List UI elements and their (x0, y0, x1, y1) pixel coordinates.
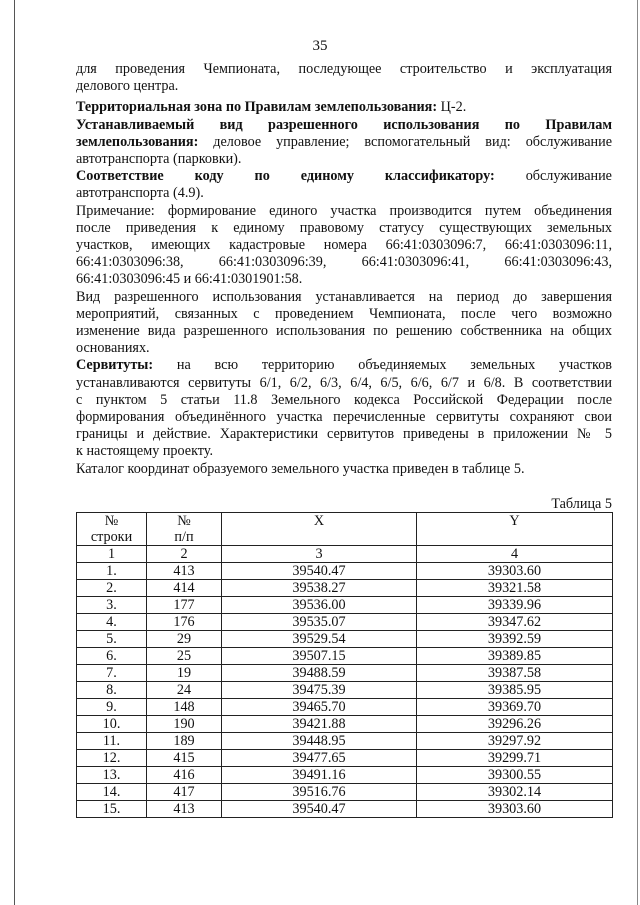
text-line: формирования объединённого участка перечисленные сервитуты сохраняют свои (76, 409, 612, 426)
table-cell: 6. (77, 648, 147, 665)
text-line: участков, имеющих кадастровые номера 66:41:0303096:7, 66:41:0303096:11, (76, 237, 612, 254)
territorial-zone-value: Ц-2. (437, 99, 467, 116)
table-cell: 39465.70 (222, 699, 417, 716)
table-cell: 9. (77, 699, 147, 716)
table-cell: 39535.07 (222, 614, 417, 631)
text-line: Примечание: формирование единого участка производится путем объединения (76, 202, 612, 219)
table-cell: 39303.60 (417, 801, 613, 818)
text-line: основаниях. (76, 340, 150, 357)
table-cell: 176 (147, 614, 222, 631)
text-line: границы и действие. Характеристики сервитутов приведены в приложении № 5 (76, 426, 612, 443)
table-cell: 39299.71 (417, 750, 613, 767)
table-cell: 39392.59 (417, 631, 613, 648)
document-body (76, 61, 612, 478)
table-cell: 5. (77, 631, 147, 648)
table-cell: 39475.39 (222, 682, 417, 699)
table-cell: 416 (147, 767, 222, 784)
column-number: 3 (222, 546, 417, 563)
table-cell: 39303.60 (417, 563, 613, 580)
table-cell: 39448.95 (222, 733, 417, 750)
text-line: 66:41:0303096:45 и 66:41:0301901:58. (76, 271, 303, 288)
column-number: 1 (77, 546, 147, 563)
text-line: Каталог координат образуемого земельного участка приведен в таблице 5. (76, 460, 525, 477)
text-line: Вид разрешенного использования устанавливается на период до завершения (76, 288, 612, 305)
table-cell: 29 (147, 631, 222, 648)
table-cell: 4. (77, 614, 147, 631)
table-cell: 39529.54 (222, 631, 417, 648)
page-number: 35 (312, 38, 328, 54)
classifier-line: Соответствие коду по единому классификатору: обслуживание (76, 168, 612, 185)
table-cell: 39296.26 (417, 716, 613, 733)
table-cell: 2. (77, 580, 147, 597)
table-row (77, 801, 613, 818)
table-cell: 39488.59 (222, 665, 417, 682)
header-y: Y (417, 513, 613, 546)
table-cell: 190 (147, 716, 222, 733)
table-row (77, 699, 613, 716)
table-cell: 3. (77, 597, 147, 614)
table-cell: 39540.47 (222, 801, 417, 818)
table-cell: 10. (77, 716, 147, 733)
page-border-left (14, 0, 15, 905)
table-cell: 413 (147, 563, 222, 580)
table-row (77, 682, 613, 699)
table-cell: 39347.62 (417, 614, 613, 631)
table-cell: 13. (77, 767, 147, 784)
table-cell: 24 (147, 682, 222, 699)
table-cell: 39421.88 (222, 716, 417, 733)
table-row (77, 563, 613, 580)
table-cell: 39538.27 (222, 580, 417, 597)
table-cell: 39385.95 (417, 682, 613, 699)
text-line: к настоящему проекту. (76, 443, 214, 460)
table-row (77, 767, 613, 784)
table-cell: 39297.92 (417, 733, 613, 750)
table-cell: 39507.15 (222, 648, 417, 665)
servitudes-line: Сервитуты: на всю территорию объединяемых земельных участков (76, 357, 612, 374)
table-cell: 14. (77, 784, 147, 801)
text-line: с пунктом 5 статьи 11.8 Земельного кодекса Российской Федерации после (76, 391, 612, 408)
table-row (77, 784, 613, 801)
text-line: устанавливаются сервитуты 6/1, 6/2, 6/3, 6/4, 6/5, 6/6, 6/7 и 6/8. В соответствии (76, 374, 612, 391)
table-cell: 39387.58 (417, 665, 613, 682)
permitted-use-line: землепользования: деловое управление; вспомогательный вид: обслуживание (76, 133, 612, 150)
column-number: 4 (417, 546, 613, 563)
text-line: мероприятий, связанных с проведением Чемпионата, после чего возможно (76, 305, 612, 322)
table-row (77, 733, 613, 750)
table-cell: 39389.85 (417, 648, 613, 665)
table-cell: 39369.70 (417, 699, 613, 716)
table-caption: Таблица 5 (551, 496, 612, 512)
text-line: делового центра. (76, 78, 179, 95)
coordinates-table (76, 512, 613, 818)
table-cell: 39321.58 (417, 580, 613, 597)
table-cell: 7. (77, 665, 147, 682)
text-line: 66:41:0303096:38, 66:41:0303096:39, 66:41:0303096:41, 66:41:0303096:43, (76, 254, 612, 271)
table-row (77, 614, 613, 631)
table-cell: 15. (77, 801, 147, 818)
table-row (77, 597, 613, 614)
header-point-number: № п/п (147, 513, 222, 546)
column-number: 2 (147, 546, 222, 563)
table-cell: 39477.65 (222, 750, 417, 767)
text-line: изменение вида разрешенного использования по решению собственника на общих (76, 323, 612, 340)
table-row (77, 665, 613, 682)
table-cell: 177 (147, 597, 222, 614)
text-line: для проведения Чемпионата, последующее строительство и эксплуатация (76, 61, 612, 77)
table-cell: 1. (77, 563, 147, 580)
table-cell: 39491.16 (222, 767, 417, 784)
table-row (77, 716, 613, 733)
table-cell: 25 (147, 648, 222, 665)
header-x: X (222, 513, 417, 546)
text-line: автотранспорта (4.9). (76, 185, 204, 202)
table-cell: 413 (147, 801, 222, 818)
table-cell: 148 (147, 699, 222, 716)
permitted-use-heading: Устанавливаемый вид разрешенного использования по Правилам (76, 116, 612, 133)
header-row-number: № строки (77, 513, 147, 546)
territorial-zone-line (76, 99, 612, 116)
table-row (77, 580, 613, 597)
table-row (77, 631, 613, 648)
table-cell: 414 (147, 580, 222, 597)
table-cell: 417 (147, 784, 222, 801)
text-line: автотранспорта (парковки). (76, 151, 242, 168)
table-row (77, 648, 613, 665)
table-cell: 39540.47 (222, 563, 417, 580)
table-cell: 12. (77, 750, 147, 767)
table-cell: 39339.96 (417, 597, 613, 614)
table-cell: 39536.00 (222, 597, 417, 614)
table-cell: 39302.14 (417, 784, 613, 801)
table-cell: 8. (77, 682, 147, 699)
table-cell: 189 (147, 733, 222, 750)
page-border-right (637, 0, 638, 905)
table-cell: 11. (77, 733, 147, 750)
table-cell: 39300.55 (417, 767, 613, 784)
table-cell: 19 (147, 665, 222, 682)
territorial-zone-label: Территориальная зона по Правилам землепользования: (76, 99, 438, 116)
text-line: после приведения к единому правовому статусу существующих земельных (76, 219, 612, 236)
table-cell: 415 (147, 750, 222, 767)
table-cell: 39516.76 (222, 784, 417, 801)
table-row (77, 750, 613, 767)
